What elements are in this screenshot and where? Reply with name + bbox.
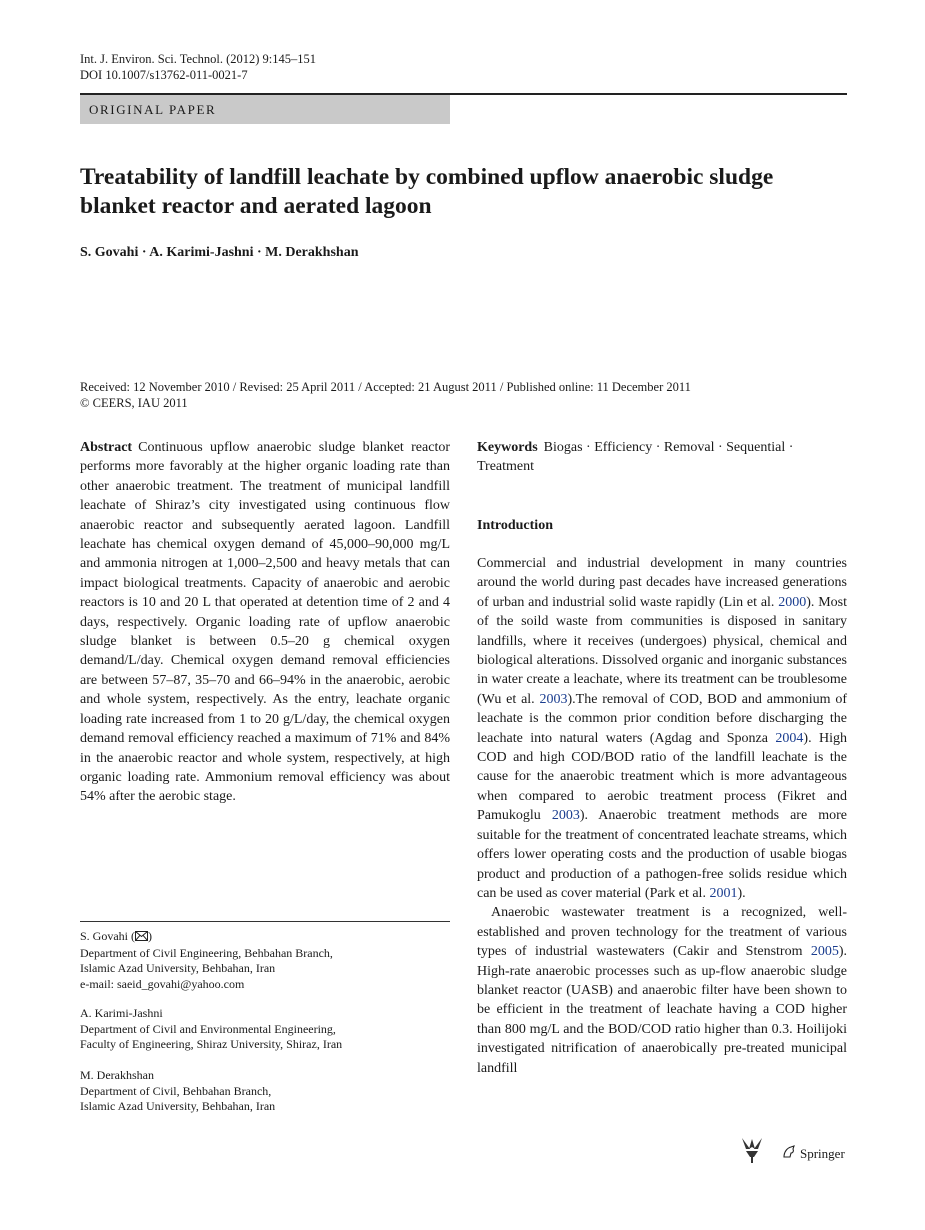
publisher-mark [782,1145,845,1163]
affiliation-karimi-jashni: A. Karimi-Jashni Department of Civil and Environmental Engineering, Faculty of Engineering, Shiraz University, Shiraz, Iran [80,1006,450,1053]
envelope-icon [135,930,148,946]
affiliation-derakhshan: M. Derakhshan Department of Civil, Behbahan Branch, Islamic Azad University, Behbahan, Iran [80,1068,450,1115]
abstract-text: Continuous upflow anaerobic sludge blanket reactor performs more favorably at the higher organic loading rate than other anaerobic treatment. The treatment of municipal landfill leachate of Shiraz’s city investigated using continuous flow anaerobic reactor and subsequently aerated lagoon. Landfill leachate has chemical oxygen demand of 45,000–90,000 mg/L and ammonia nitrogen at 1,000–2,500 and heavy metals that can impact biological treatments. Capacity of anaerobic and aerobic reactors is 10 and 20 L that operated at detention time of 2 and 4 days, respectively. Organic loading rate of upflow anaerobic sludge blanket is between 0.5–20 g chemical oxygen demand/L/day. Chemical oxygen demand removal efficiencies are between 57–87, 35–70 and 66–94% in the anaerobic, aerobic and whole system, respectively. As the entry, leachate organic loading rate increased from 1 to 20 g/L/day, the chemical oxygen demand removal efficiency reached a maximum of 71% and 84% in the anaerobic reactor and whole system, respectively, at high organic loading rate. Ammonium removal efficiency was about 54% after the aerobic stage. [80,440,450,805]
author-name: M. Derakhshan [80,1068,154,1082]
keywords [477,438,847,477]
introduction-body [477,554,847,1078]
publisher-name: Springer [800,1146,845,1161]
paragraph: Anaerobic wastewater treatment is a recognized, well-established and proven technology for the treatment of various types of industrial wastewaters (Cakir and Stenstrom 2005). High-rate anaerobic processes such as up-flow anaerobic sludge blanket reactor (UASB) and anaerobic filter have been shown to be efficient in the treatment of leachate having a COD higher than 800 mg/L and the BOD/COD ratio higher than 0.3. Hoilijoki investigated nitrification of anaerobically pre-treated municipal landfill [477,905,847,1076]
article-title: Treatability of landfill leachate by combined upflow anaerobic sludge blanket reactor and aerated lagoon [80,164,774,219]
affiliation-govahi: S. Govahi ( ) Department of Civil Engineering, Behbahan Branch, Islamic Azad University, Behbahan, Iran e-mail: saeid_govahi@yahoo.com [80,929,450,992]
footnote-rule [80,921,450,922]
copyright: © CEERS, IAU 2011 [80,396,188,410]
journal-citation: Int. J. Environ. Sci. Technol. (2012) 9:145–151 [80,52,317,66]
citation-link[interactable]: 2000 [778,594,807,610]
citation-link[interactable]: 2005 [810,944,839,960]
paragraph: Commercial and industrial development in many countries around the world during past decades have increased generations of urban and industrial solid waste rapidly (Lin et al. 2000). Most of the soild waste from communities is disposed in sanitary landfills, where it receives (undergoes) physical, chemical and biological alterations. Dissolved organic and inorganic substances in water create a leachate, where its treatment can be troublesome (Wu et al. 2003).The removal of COD, BOD and ammonium of leachate is the common prior condition before discharging the leachate into natural waters (Agdag and Sponza 2004). High COD and high COD/BOD ratio of the landfill leachate is the cause for the anaerobic treatment which is more advantageous when compared to aerobic treatment process (Fikret and Pamukoglu 2003). Anaerobic treatment methods are more suitable for the treatment of concentrated leachate streams, which offers lower operating costs and the production of usable biogas product and production of a pathogen-free solids residue which can be used as cover material (Park et al. 2001). [477,556,847,901]
keywords-label: Keywords [477,440,538,455]
abstract-label: Abstract [80,440,133,455]
citation-link[interactable]: 2004 [775,730,804,746]
doi[interactable]: DOI 10.1007/s13762-011-0021-7 [80,68,248,82]
society-logo-icon [740,1136,764,1169]
citation-link[interactable]: 2001 [709,885,738,901]
history-dates: Received: 12 November 2010 / Revised: 25 April 2011 / Accepted: 21 August 2011 / Published online: 11 December 2011 [80,380,691,394]
abstract [80,438,450,807]
springer-horse-icon [782,1145,796,1163]
article-category: ORIGINAL PAPER [80,95,450,124]
author-list: S. Govahi · A. Karimi-Jashni · M. Derakhshan [80,245,359,260]
citation-link[interactable]: 2003 [551,808,580,824]
section-heading-introduction: Introduction [477,518,553,533]
citation-link[interactable]: 2003 [539,691,568,707]
author-name: A. Karimi-Jashni [80,1006,163,1020]
keywords-text: Biogas · Efficiency · Removal · Sequential · Treatment [477,440,794,475]
email-link[interactable]: e-mail: saeid_govahi@yahoo.com [80,976,245,991]
article-history [80,379,847,411]
author-name: S. Govahi [80,929,128,943]
